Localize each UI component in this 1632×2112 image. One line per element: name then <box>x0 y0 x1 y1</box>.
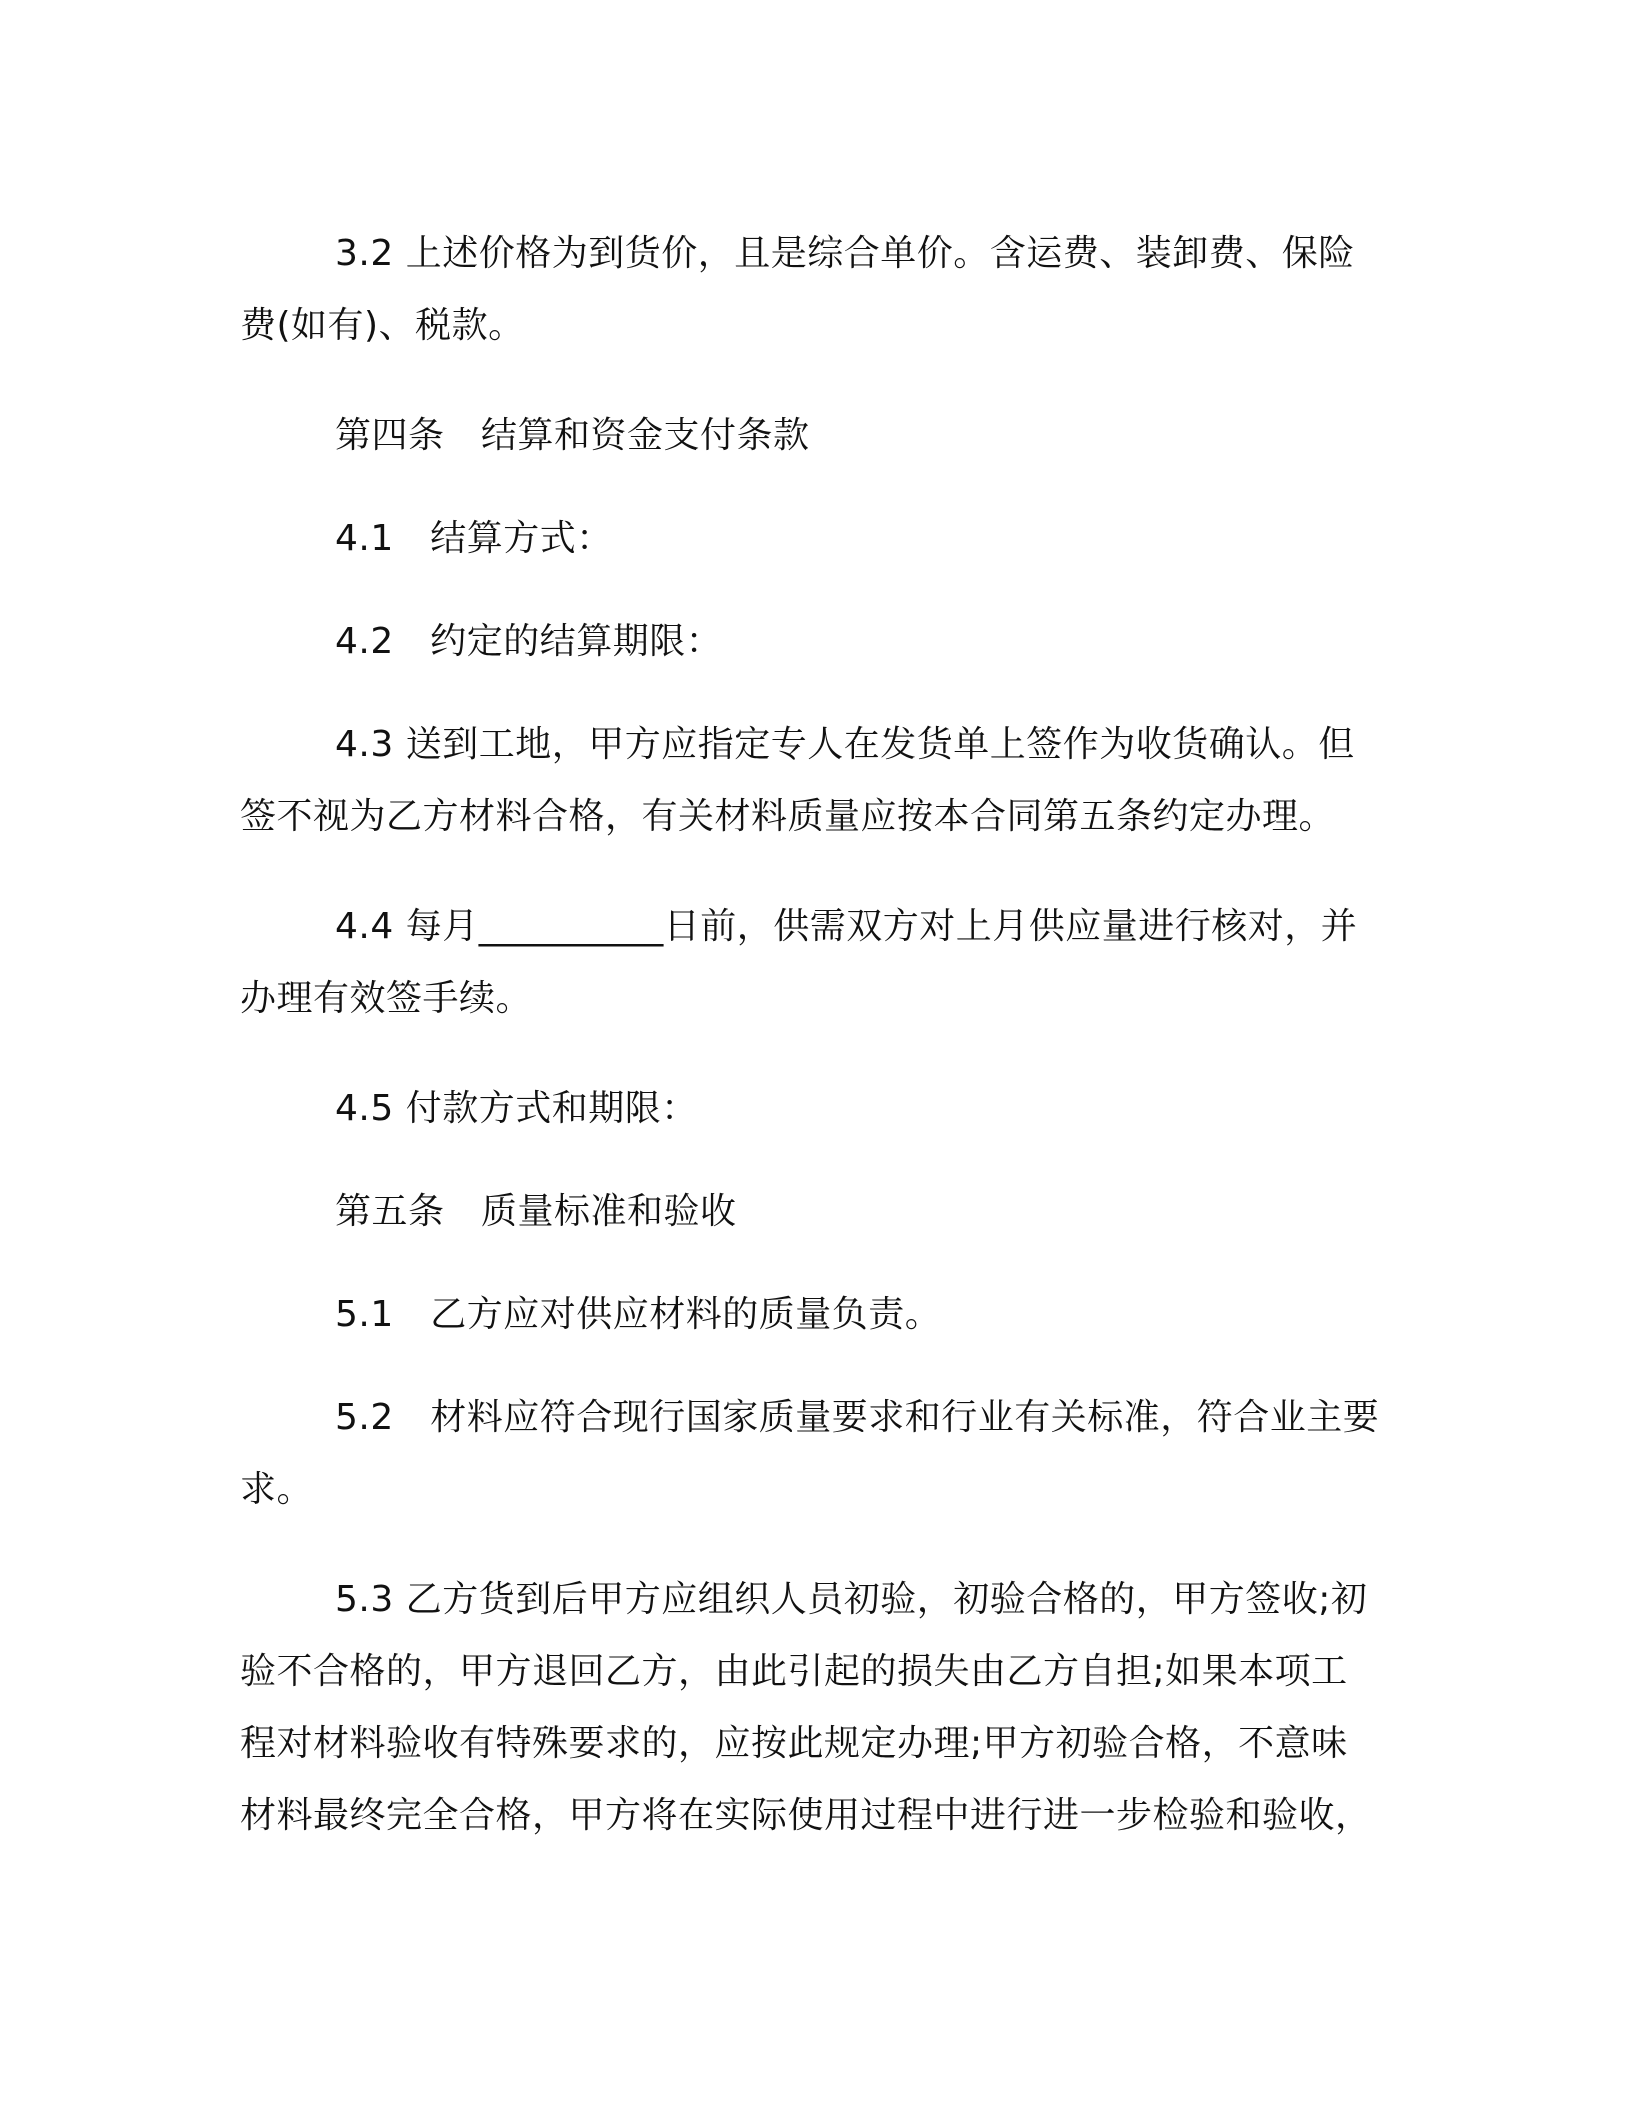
paragraph-4-3: 4.3 送到工地，甲方应指定专人在发货单上签作为收货确认。但签不视为乙方材料合格，有关材料质量应按本合同第五条约定办理。 <box>240 724 1355 837</box>
paragraph-4-5: 4.5 付款方式和期限： <box>335 1088 698 1129</box>
paragraph-5-3: 5.3 乙方货到后甲方应组织人员初验，初验合格的，甲方签收;初验不合格的，甲方退回乙方，由此引起的损失由乙方自担;如果本项工程对材料验收有特殊要求的，应按此规定办理;甲方初验合格，不意味材料最终完全合格，甲方将在实际使用过程中进行进一步检验和验收， <box>240 1579 1372 1836</box>
paragraph-4-4: 4.4 每月__________日前，供需双方对上月供应量进行核对，并办理有效签手续。 <box>240 906 1358 1019</box>
paragraph-5-2: 5.2 材料应符合现行国家质量要求和行业有关标准，符合业主要求。 <box>240 1397 1380 1510</box>
paragraph-3-2: 3.2 上述价格为到货价，且是综合单价。含运费、装卸费、保险费(如有)、税款。 <box>240 233 1355 346</box>
paragraph-4-1: 4.1 结算方式： <box>335 518 613 559</box>
paragraph-5-1: 5.1 乙方应对供应材料的质量负责。 <box>335 1294 942 1335</box>
article-4-heading: 第四条 结算和资金支付条款 <box>335 415 810 456</box>
paragraph-4-2: 4.2 约定的结算期限： <box>335 621 723 662</box>
article-5-heading: 第五条 质量标准和验收 <box>335 1191 737 1232</box>
